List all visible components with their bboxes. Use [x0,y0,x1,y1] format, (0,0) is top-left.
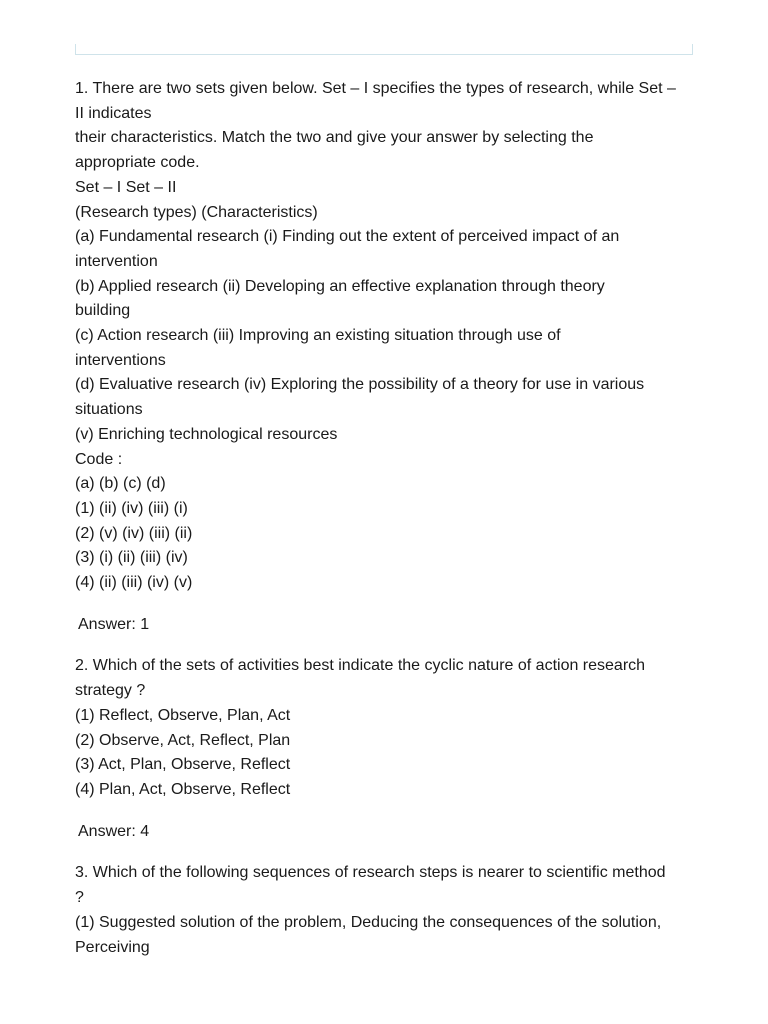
question-1-line: situations [75,401,143,419]
question-3-option: (1) Suggested solution of the problem, Deducing the consequences of the solution, [75,913,662,931]
question-3 [75,861,695,960]
question-1-line: (a) (b) (c) (d) [75,475,166,493]
question-1-line: II indicates [75,104,152,122]
question-1-option: (3) (i) (ii) (iii) (iv) [75,549,188,567]
question-1-line: (b) Applied research (ii) Developing an effective explanation through theory [75,277,605,295]
question-1-option: (2) (v) (iv) (iii) (ii) [75,524,193,542]
question-1-line: (v) Enriching technological resources [75,425,338,443]
question-2-answer: Answer: 4 [78,822,150,840]
question-1-line: (Research types) (Characteristics) [75,203,318,221]
question-1-option: (4) (ii) (iii) (iv) (v) [75,574,193,592]
question-3-line: 3. Which of the following sequences of research steps is nearer to scientific method [75,864,666,882]
question-1-line: Set – I Set – II [75,178,177,196]
document-body [75,77,695,960]
question-1-line: Code : [75,450,123,468]
question-1-line: (a) Fundamental research (i) Finding out the extent of perceived impact of an [75,228,620,246]
question-1-line: interventions [75,351,166,369]
question-1-line: building [75,302,131,320]
question-3-option: Perceiving [75,938,150,956]
question-2-option: (3) Act, Plan, Observe, Reflect [75,756,291,774]
question-1-line: their characteristics. Match the two and give your answer by selecting the [75,129,594,147]
question-2-line: 2. Which of the sets of activities best indicate the cyclic nature of action research [75,657,646,675]
question-1-line: (d) Evaluative research (iv) Exploring the possibility of a theory for use in various [75,376,645,394]
question-3-line: ? [75,889,84,907]
question-2 [75,654,695,844]
question-1-option: (1) (ii) (iv) (iii) (i) [75,499,188,517]
top-content-frame [75,44,693,55]
question-1-line: 1. There are two sets given below. Set – I specifies the types of research, while Set – [75,80,676,97]
question-1 [75,77,695,637]
question-1-line: intervention [75,252,158,270]
question-1-answer: Answer: 1 [78,615,150,633]
question-2-line: strategy ? [75,682,146,700]
question-1-line: appropriate code. [75,154,200,172]
question-2-option: (1) Reflect, Observe, Plan, Act [75,706,291,724]
question-2-option: (4) Plan, Act, Observe, Reflect [75,780,291,798]
question-1-line: (c) Action research (iii) Improving an existing situation through use of [75,327,561,345]
question-2-option: (2) Observe, Act, Reflect, Plan [75,731,291,749]
